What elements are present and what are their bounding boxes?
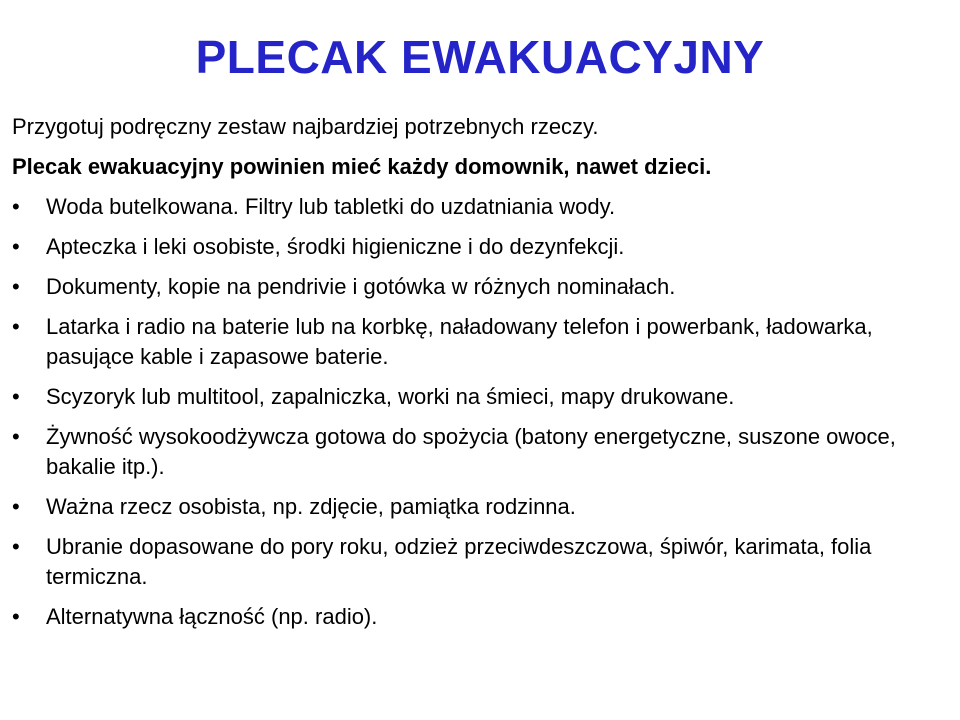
bullet-icon: • [12, 424, 20, 449]
bullet-icon: • [12, 274, 20, 299]
list-item [12, 492, 952, 522]
list-item [12, 382, 952, 412]
list-item [12, 422, 952, 482]
bullet-icon: • [12, 384, 20, 409]
list-item [12, 232, 952, 262]
list-item-text: Apteczka i leki osobiste, środki higieniczne i do dezynfekcji. [46, 234, 625, 259]
bullet-icon: • [12, 314, 20, 339]
list-item [12, 192, 952, 222]
slide-title: PLECAK EWAKUACYJNY [195, 31, 765, 83]
list-item [12, 532, 952, 592]
list-item-text: Ważna rzecz osobista, np. zdjęcie, pamiątka rodzinna. [46, 494, 576, 519]
slide-body [12, 112, 952, 642]
bullet-icon: • [12, 234, 20, 259]
bullet-icon: • [12, 604, 20, 629]
list-item-text: Scyzoryk lub multitool, zapalniczka, worki na śmieci, mapy drukowane. [46, 384, 735, 409]
list-item-text: Żywność wysokoodżywcza gotowa do spożycia (batony energetyczne, suszone owoce, bakalie itp.). [46, 424, 896, 479]
bullet-icon: • [12, 194, 20, 219]
list-item-text: Latarka i radio na baterie lub na korbkę, naładowany telefon i powerbank, ładowarka, pasujące kable i zapasowe baterie. [46, 314, 873, 369]
list-item [12, 312, 952, 372]
list-item-text: Ubranie dopasowane do pory roku, odzież przeciwdeszczowa, śpiwór, karimata, folia termiczna. [46, 534, 872, 589]
list-item-text: Dokumenty, kopie na pendrivie i gotówka w różnych nominałach. [46, 274, 676, 299]
intro-line-bold: Plecak ewakuacyjny powinien mieć każdy domownik, nawet dzieci. [12, 154, 712, 179]
bullet-list [12, 192, 952, 632]
intro-line: Przygotuj podręczny zestaw najbardziej potrzebnych rzeczy. [12, 114, 599, 139]
list-item [12, 602, 952, 632]
list-item [12, 272, 952, 302]
list-item-text: Woda butelkowana. Filtry lub tabletki do uzdatniania wody. [46, 194, 616, 219]
bullet-icon: • [12, 534, 20, 559]
bullet-icon: • [12, 494, 20, 519]
list-item-text: Alternatywna łączność (np. radio). [46, 604, 378, 629]
